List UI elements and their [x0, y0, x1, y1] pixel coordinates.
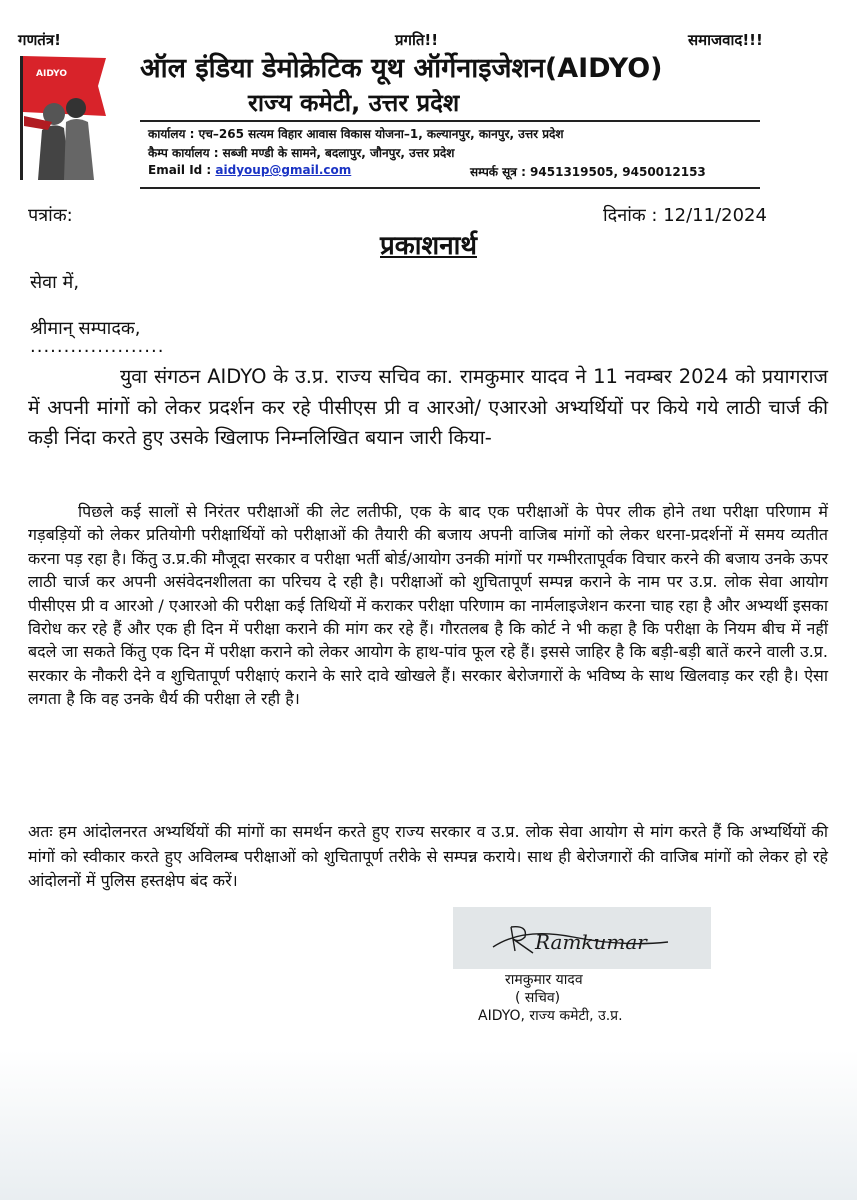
committee-name: राज्य कमेटी, उत्तर प्रदेश: [248, 89, 460, 117]
logo-text: AIDYO: [36, 69, 67, 79]
salutation-to: सेवा में,: [30, 272, 80, 293]
signer-name: रामकुमार यादव: [505, 972, 583, 988]
header-rule-top: [140, 120, 760, 122]
addressee: श्रीमान् सम्पादक,: [30, 318, 141, 339]
signature-text: Ramkumar: [535, 930, 647, 954]
figure-body-right: [64, 119, 94, 180]
signature-image: [453, 907, 711, 969]
letter-date: दिनांक : 12/11/2024: [603, 205, 767, 226]
letter-heading: प्रकाशनार्थ: [380, 231, 477, 261]
email-label: Email Id :: [148, 163, 216, 177]
addressee-dots: ....................: [30, 336, 165, 357]
signature-initial: [511, 927, 533, 953]
slogan-right: समाजवाद!!!: [688, 31, 763, 49]
slogan-center: प्रगति!!: [395, 31, 439, 49]
body-paragraph: पिछले कई सालों से निरंतर परीक्षाओं की लेट लतीफी, एक के बाद एक परीक्षाओं के पेपर लीक होने तथा परीक्षा परिणाम में गड़बड़ियों को लेकर प्रतियोगी परीक्षार्थियों को परीक्षाओं की तैयारी की बजाय अपनी वाजिब मांगों को लेकर धरना-प्रदर्शनों में समय व्यतीत करना पड़ रहा है। किंतु उ.प्र.की मौजूदा सरकार व परीक्षा भर्ती बोर्ड/आयोग उनकी मांगों पर गम्भीरतापूर्वक विचार करने की बजाय उनके ऊपर लाठी चार्ज कर अपनी असंवेदनशीलता का परिचय दे रही है। परीक्षाओं को शुचितापूर्ण सम्पन्न कराने के नाम पर उ.प्र. लोक सेवा आयोग पीसीएस प्री व आरओ / एआरओ की परीक्षा कई तिथियों में कराकर परीक्षा परिणाम का नार्मलाइजेशन करना चाह रहा है और अभ्यर्थी इसका विरोध कर रहे हैं और एक ही दिन में परीक्षा कराने की मांग कर रहे हैं। गौरतलब है कि कोर्ट ने भी कहा है कि परीक्षा के नियम बीच में नहीं बदले जा सकते किंतु एक दिन में परीक्षा कराने को लेकर आयोग के हाथ-पांव फूल रहे हैं। इससे जाहिर है कि बड़ी-बड़ी बातें करने वाली उ.प्र. सरकार के नौकरी देने व शुचितापूर्ण परीक्षाएं कराने के सारे दावे खोखले हैं। सरकार बेरोजगारों के भविष्य के साथ खिलवाड़ कर रही है। ऐसा लगता है कि वह उनके धैर्य की परीक्षा ले रही है।: [28, 502, 828, 709]
aidyo-logo: [14, 52, 110, 184]
camp-office-address: कैम्प कार्यालय : सब्जी मण्डी के सामने, बदलापुर, जौनपुर, उत्तर प्रदेश: [148, 146, 455, 160]
flag-pole: [20, 56, 23, 180]
demand-paragraph: अतः हम आंदोलनरत अभ्यर्थियों की मांगों का समर्थन करते हुए राज्य सरकार व उ.प्र. लोक सेवा आयोग से मांग करते हैं कि अभ्यर्थियों की मांगों को स्वीकार करते हुए अविलम्ब परीक्षाओं को शुचितापूर्ण तरीके से सम्पन्न कराये। साथ ही बेरोजगारों की वाजिब मांगों को लेकर हो रहे आंदोलनों में पुलिस हस्तक्षेप बंद करें।: [28, 822, 828, 890]
figure-head-right: [66, 98, 86, 118]
reference-label: पत्रांक:: [28, 205, 73, 226]
org-name: ऑल इंडिया डेमोक्रेटिक यूथ ऑर्गेनाइजेशन(AIDYO): [140, 53, 663, 84]
email-link[interactable]: aidyoup@gmail.com: [215, 163, 352, 177]
signer-organization: AIDYO, राज्य कमेटी, उ.प्र.: [478, 1008, 623, 1024]
header-rule-bottom: [140, 187, 760, 189]
email-line: [148, 163, 351, 177]
page-shadow: [0, 1050, 857, 1200]
slogan-left: गणतंत्र!: [18, 31, 61, 49]
flag-cloth: [23, 56, 106, 116]
signer-designation: ( सचिव): [515, 990, 561, 1006]
intro-paragraph: युवा संगठन AIDYO के उ.प्र. राज्य सचिव का. रामकुमार यादव ने 11 नवम्बर 2024 को प्रयागराज में अपनी मांगों को लेकर प्रदर्शन कर रहे पीसीएस प्री व आरओ/ एआरओ अभ्यर्थियों पर किये गये लाठी चार्ज की कड़ी निंदा करते हुए उसके खिलाफ निम्नलिखित बयान जारी किया-: [28, 365, 828, 449]
office-address: कार्यालय : एच–265 सत्यम विहार आवास विकास योजना–1, कल्यानपुर, कानपुर, उत्तर प्रदेश: [148, 127, 564, 141]
signature-svg: [453, 907, 711, 969]
contact-numbers: सम्पर्क सूत्र : 9451319505, 9450012153: [470, 165, 706, 179]
